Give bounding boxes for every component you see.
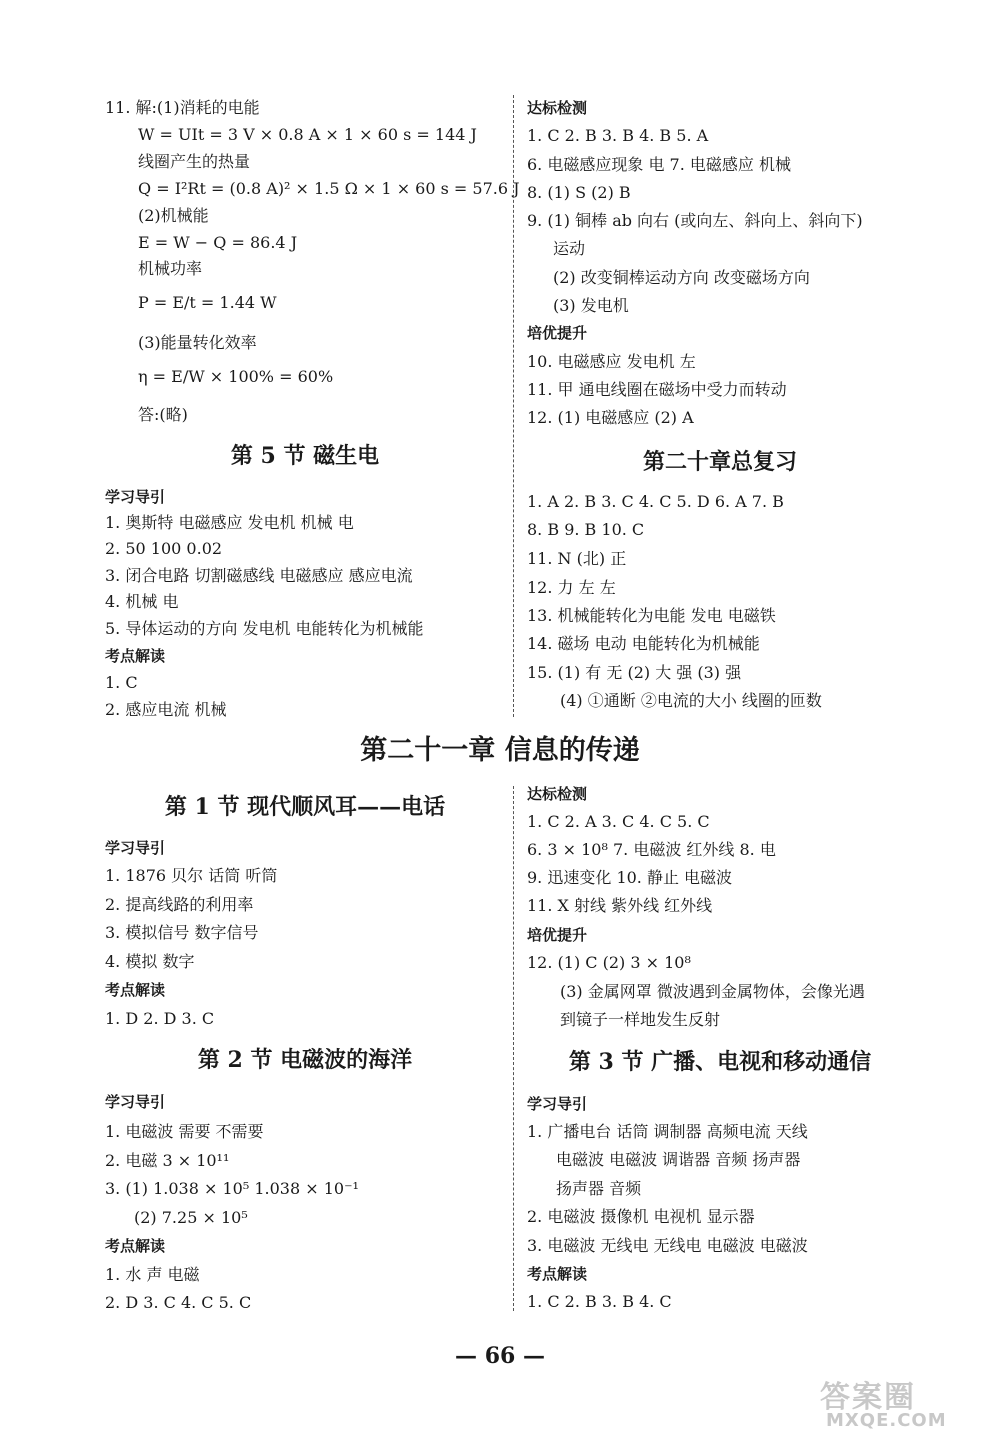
section-5-title: 第 5 节 磁生电 — [230, 443, 380, 469]
review-line-2: 8. B 9. B 10. C — [527, 520, 645, 539]
heading-xuexi: 学习导引 — [105, 488, 166, 506]
q11-line-11: 答:(略) — [138, 405, 188, 424]
xuexi-line-1: 1. 奥斯特 电磁感应 发电机 机械 电 — [105, 513, 354, 532]
watermark-logo: 答案圈 — [820, 1380, 916, 1415]
dabiao-b-line-4: 11. X 射线 紫外线 红外线 — [527, 896, 713, 915]
heading-xuexi-b1: 学习导引 — [105, 839, 166, 857]
xuexi-b1-line-4: 4. 模拟 数字 — [105, 952, 195, 971]
review-line-7: 15. (1) 有 无 (2) 大 强 (3) 强 — [527, 663, 742, 682]
xuexi-b2-line-4: (2) 7.25 × 10⁵ — [134, 1208, 248, 1227]
xuexi-b3-line-3: 扬声器 音频 — [556, 1179, 642, 1198]
xuexi-b2-line-1: 1. 电磁波 需要 不需要 — [105, 1122, 264, 1141]
dabiao-b-line-2: 6. 3 × 10⁸ 7. 电磁波 红外线 8. 电 — [527, 840, 776, 859]
q11-line-7: 机械功率 — [138, 259, 203, 278]
kaodian-b2-line-1: 1. 水 声 电磁 — [105, 1265, 200, 1284]
kaodian-b3-line-1: 1. C 2. B 3. B 4. C — [527, 1292, 672, 1311]
peiyou-b-line-3: 到镜子一样地发生反射 — [560, 1010, 721, 1029]
heading-xuexi-b3: 学习导引 — [527, 1095, 588, 1113]
kaodian-line-2: 2. 感应电流 机械 — [105, 700, 227, 719]
q11-line-9: (3)能量转化效率 — [138, 333, 257, 352]
column-divider-top — [513, 95, 514, 717]
xuexi-line-2: 2. 50 100 0.02 — [105, 539, 223, 558]
xuexi-b2-line-2: 2. 电磁 3 × 10¹¹ — [105, 1151, 230, 1170]
xuexi-b1-line-2: 2. 提高线路的利用率 — [105, 895, 254, 914]
peiyou-line-3: 12. (1) 电磁感应 (2) A — [527, 408, 694, 427]
dabiao-b-line-3: 9. 迅速变化 10. 静止 电磁波 — [527, 868, 733, 887]
xuexi-line-4: 4. 机械 电 — [105, 592, 179, 611]
page-number: — 66 — — [455, 1343, 545, 1369]
q11-line-4: Q = I²Rt = (0.8 A)² × 1.5 Ω × 1 × 60 s = 57.6 J — [138, 179, 520, 198]
peiyou-b-line-1: 12. (1) C (2) 3 × 10⁸ — [527, 953, 691, 972]
section-3-title: 第 3 节 广播、电视和移动通信 — [568, 1049, 872, 1075]
chapter-20-review-title: 第二十章总复习 — [642, 449, 797, 475]
heading-dabiao-b: 达标检测 — [527, 785, 588, 803]
review-line-1: 1. A 2. B 3. C 4. C 5. D 6. A 7. B — [527, 492, 784, 511]
q11-line-3: 线圈产生的热量 — [138, 152, 251, 171]
watermark-url: MXQE.COM — [826, 1410, 947, 1431]
chapter-21-title: 第二十一章 信息的传递 — [360, 735, 640, 766]
q11-line-6: E = W − Q = 86.4 J — [138, 233, 298, 252]
dabiao-b-line-1: 1. C 2. A 3. C 4. C 5. C — [527, 812, 710, 831]
review-line-8: (4) ①通断 ②电流的大小 线圈的匝数 — [560, 691, 822, 710]
review-line-4: 12. 力 左 左 — [527, 578, 616, 597]
xuexi-line-3: 3. 闭合电路 切割磁感线 电磁感应 感应电流 — [105, 566, 413, 585]
heading-kaodian-b1: 考点解读 — [105, 981, 166, 999]
heading-kaodian-b3: 考点解读 — [527, 1265, 588, 1283]
q11-line-10: η = E/W × 100% = 60% — [138, 367, 334, 386]
xuexi-b3-line-1: 1. 广播电台 话筒 调制器 高频电流 天线 — [527, 1122, 808, 1141]
dabiao-line-4: 9. (1) 铜棒 ab 向右 (或向左、斜向上、斜向下) — [527, 211, 863, 230]
review-line-6: 14. 磁场 电动 电能转化为机械能 — [527, 634, 760, 653]
heading-peiyou: 培优提升 — [527, 324, 588, 342]
dabiao-line-7: (3) 发电机 — [553, 296, 629, 315]
kaodian-b2-line-2: 2. D 3. C 4. C 5. C — [105, 1293, 252, 1312]
peiyou-line-2: 11. 甲 通电线圈在磁场中受力而转动 — [527, 380, 787, 399]
column-divider-bottom — [513, 786, 514, 1311]
xuexi-b1-line-1: 1. 1876 贝尔 话筒 听筒 — [105, 866, 278, 885]
q11-line-1: 11. 解:(1)消耗的电能 — [105, 98, 260, 117]
dabiao-line-5: 运动 — [553, 239, 586, 258]
kaodian-line-1: 1. C — [105, 673, 138, 692]
dabiao-line-1: 1. C 2. B 3. B 4. B 5. A — [527, 126, 709, 145]
heading-kaodian-b2: 考点解读 — [105, 1237, 166, 1255]
xuexi-b3-line-5: 3. 电磁波 无线电 无线电 电磁波 电磁波 — [527, 1236, 808, 1255]
peiyou-b-line-2: (3) 金属网罩 微波遇到金属物体，会像光遇 — [560, 982, 865, 1001]
dabiao-line-6: (2) 改变铜棒运动方向 改变磁场方向 — [553, 268, 810, 287]
peiyou-line-1: 10. 电磁感应 发电机 左 — [527, 352, 696, 371]
review-line-3: 11. N (北) 正 — [527, 549, 627, 568]
section-1-title: 第 1 节 现代顺风耳——电话 — [164, 794, 446, 820]
xuexi-b2-line-3: 3. (1) 1.038 × 10⁵ 1.038 × 10⁻¹ — [105, 1179, 359, 1198]
q11-line-5: (2)机械能 — [138, 206, 209, 225]
xuexi-b1-line-3: 3. 模拟信号 数字信号 — [105, 923, 259, 942]
section-2-title: 第 2 节 电磁波的海洋 — [197, 1047, 413, 1073]
dabiao-line-3: 8. (1) S (2) B — [527, 183, 631, 202]
kaodian-b1-line-1: 1. D 2. D 3. C — [105, 1009, 215, 1028]
xuexi-b3-line-2: 电磁波 电磁波 调谐器 音频 扬声器 — [556, 1150, 801, 1169]
heading-dabiao: 达标检测 — [527, 99, 588, 117]
heading-xuexi-b2: 学习导引 — [105, 1093, 166, 1111]
q11-line-2: W = UIt = 3 V × 0.8 A × 1 × 60 s = 144 J — [138, 125, 477, 144]
q11-line-8: P = E/t = 1.44 W — [138, 293, 277, 312]
heading-peiyou-b: 培优提升 — [527, 926, 588, 944]
xuexi-line-5: 5. 导体运动的方向 发电机 电能转化为机械能 — [105, 619, 424, 638]
xuexi-b3-line-4: 2. 电磁波 摄像机 电视机 显示器 — [527, 1207, 755, 1226]
dabiao-line-2: 6. 电磁感应现象 电 7. 电磁感应 机械 — [527, 155, 791, 174]
heading-kaodian: 考点解读 — [105, 647, 166, 665]
review-line-5: 13. 机械能转化为电能 发电 电磁铁 — [527, 606, 776, 625]
